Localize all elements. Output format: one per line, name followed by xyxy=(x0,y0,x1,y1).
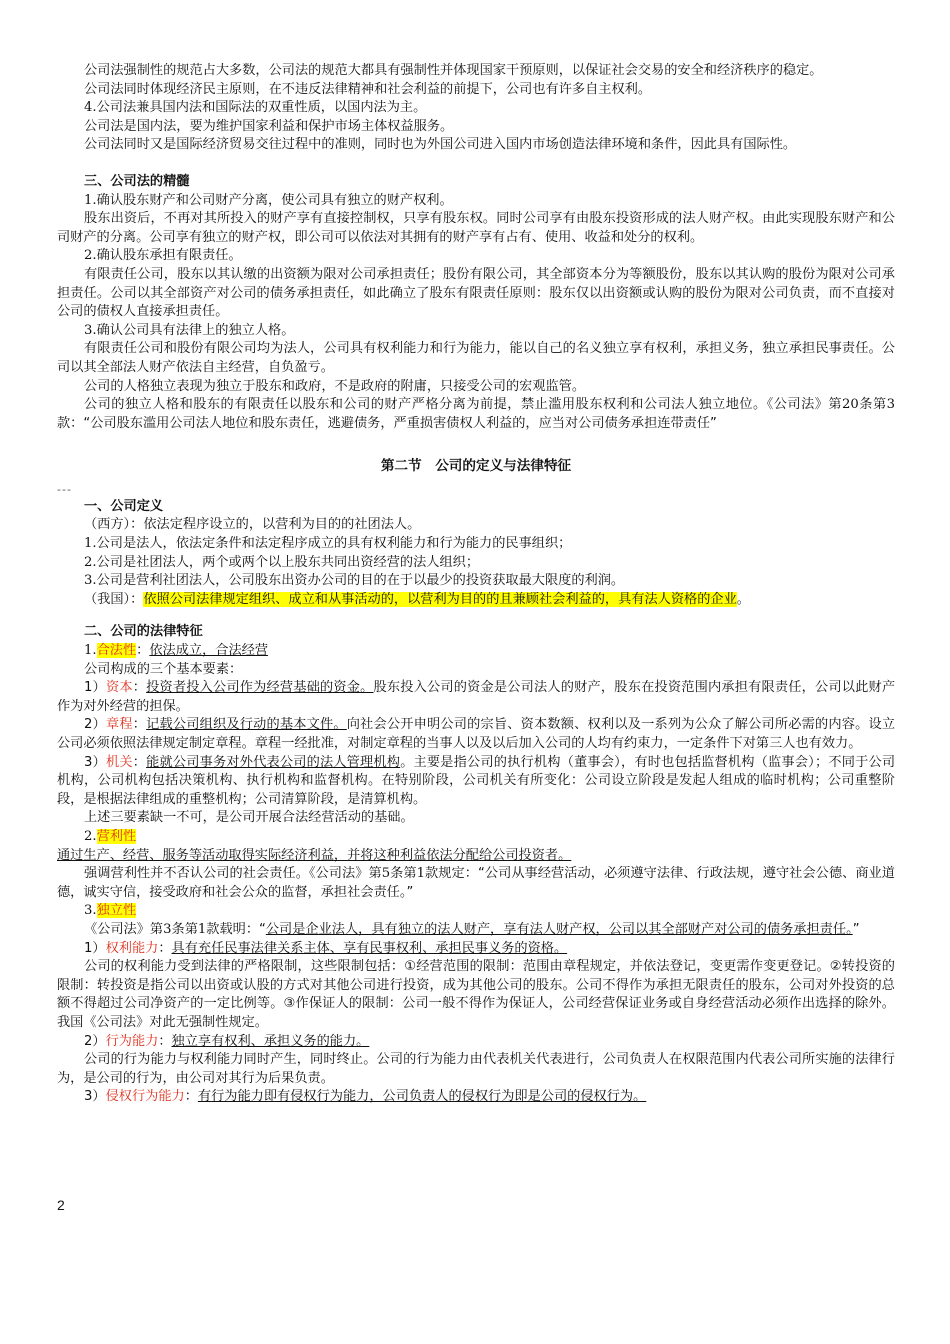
clause-number: 1 xyxy=(197,921,207,937)
paragraph xyxy=(57,81,895,100)
list-item xyxy=(57,572,895,591)
paragraph-text: 强调营利性并不否认公司的社会责任。《公司法》第 xyxy=(84,866,382,882)
item-number: 1） xyxy=(84,680,106,696)
section-heading: 三、公司法的精髓 xyxy=(84,173,190,189)
paragraph-text: 款载明：“ xyxy=(206,921,266,937)
paragraph xyxy=(57,378,895,397)
item-number: 2） xyxy=(84,1033,106,1049)
paragraph-text: 款：“公司股东滥用公司法人地位和股东责任，逃避债务，严重损害债权人利益的，应当对公司债务承担连带责任” xyxy=(57,415,717,431)
underlined-text: 能就公司事务对外代表公司的法人管理机构 xyxy=(146,754,401,770)
paragraph-text: 公司的人格独立表现为独立于股东和政府，不是政府的附庸，只接受公司的宏观监管。 xyxy=(84,378,586,394)
paragraph-text: 股东投入公司的资金是公司法人的财产，股东在投资范围内承担有限责任，公司以此财产作为对外经营的担保。 xyxy=(57,680,896,714)
paragraph xyxy=(57,99,895,118)
clause-number: 3 xyxy=(886,397,895,413)
paragraph-text: 公司法强制性的规范占大多数，公司法的规范大都具有强制性并体现国家干预原则，以保证社会交易的安全和经济秩序的稳定。 xyxy=(84,63,823,78)
list-item xyxy=(57,554,895,573)
article-number: 5 xyxy=(381,866,391,882)
paragraph-text: 公司的行为能力与权利能力同时产生，同时终止。公司的行为能力由代表机关代表进行，公司负责人在权限范围内代表公司所实施的法律行为，是公司的行为，由公司对其行为后果负责。 xyxy=(57,1052,895,1086)
paragraph xyxy=(57,865,895,902)
item-number: 2. xyxy=(84,828,97,844)
term-label: 机关 xyxy=(105,754,133,770)
paragraph xyxy=(57,809,895,828)
article-number: 20 xyxy=(842,397,859,413)
list-item: 2）章程：记载公司组织及行动的基本文件。向社会公开申明公司的宗旨、资本数额、权利以及一系列为公众了解公司所必需的内容。设立公司必须依照法律规定制定章程。章程一经批准，对制定章程的当事人以及以后加入公司的人均有约束力，一定条件下对第三人也有效力。 xyxy=(57,717,896,751)
list-item xyxy=(57,642,895,661)
item-text: 公司是营利社团法人，公司股东出资办公司的目的在于以最少的投资获取最大限度的利润。 xyxy=(96,573,625,589)
paragraph-text: 。主要是指公司的执行机构（董事会），有时也包括监督机构（监事会）；不同于公司机构，公司机构包括决策机构、执行机构和监督机构。在特别阶段，公司机关有所变化：公司设立阶段是发起人组成的临时机构；公司重整阶段，是根据法律组成的重整机构；公司清算阶段，是清算机构。 xyxy=(57,754,896,807)
item-number: 2） xyxy=(84,717,106,733)
list-item xyxy=(57,902,895,921)
paragraph xyxy=(57,118,895,137)
item-number: 3） xyxy=(84,754,106,770)
paragraph-text: 公司的权利能力受到法律的严格限制，这些限制包括：①经营范围的限制：范围由章程规定，并依法登记，变更需作变更登记。②转投资的限制：转投资是指公司以出资或认股的方式对其他公司进行投资，成为其他公司的股东。公司不得作为承担无限责任的股东，公司对外投资的总额不得超过公司净资产的一定比例等。③作保证人的限制：公司一般不得作为保证人，公司经营保证业务或自身经营活动必须作出选择的除外。我国《公司法》对此无强制性规定。 xyxy=(57,959,895,1030)
term-label: 合法性 xyxy=(96,643,137,659)
paragraph-text: 款规定：“公司从事经营活动，必须遵守法律、行政法规，遵守社会公德、商业道德，诚实守信，接受政府和社会公众的监督，承担社会责任。” xyxy=(57,866,895,900)
term-label: 侵权行为能力 xyxy=(105,1089,185,1105)
underlined-text: 公司是企业法人，具有独立的法人财产，享有法人财产权，公司以其全部财产对公司的债务承担责任。 xyxy=(265,921,853,937)
page-number: 2 xyxy=(57,1197,65,1213)
paragraph-text: 有限责任公司，股东以其认缴的出资额为限对公司承担责任；股份有限公司，其全部资本分为等额股份，股东以其认购的股份为限对公司承担责任。公司以其全部资产对公司的债务承担责任，如此确立了股东有限责任原则：股东仅以出资额或认购的股份为限对公司负责，而不直接对公司的债权人直接承担责任。 xyxy=(57,266,895,320)
term-label: 行为能力 xyxy=(105,1033,159,1049)
paragraph-text: 公司法兼具国内法和国际法的双重性质，以国内法为主。 xyxy=(96,100,427,116)
item-text: 公司是社团法人，两个或两个以上股东共同出资经营的法人组织； xyxy=(96,554,480,570)
term-label: 资本 xyxy=(105,680,133,696)
paragraph-text: 条第 xyxy=(171,921,198,937)
paragraph-text: 。 xyxy=(736,591,750,607)
item-number: 1. xyxy=(84,192,97,208)
list-item xyxy=(57,192,895,211)
paragraph xyxy=(57,591,895,610)
page-body xyxy=(57,62,895,1107)
paragraph xyxy=(57,62,895,81)
paragraph-text: 股东出资后，不再对其所投入的财产享有直接控制权，只享有股东权。同时公司享有由股东投资形成的法人财产权。由此实现股东财产和公司财产的分离。公司享有独立的财产权，即公司可以依法对其拥有的财产享有占有、使用、收益和处分的权利。 xyxy=(57,211,895,245)
item-number: 3. xyxy=(84,573,97,589)
paragraph xyxy=(57,516,895,535)
spacer xyxy=(57,155,895,173)
paragraph-text: 公司构成的三个基本要素： xyxy=(84,661,243,677)
paragraph-text: 公司的独立人格和股东的有限责任以股东和公司的财产严格分离为前提，禁止滥用股东权利和公司法人独立地位。《公司法》第 xyxy=(84,397,843,413)
item-number: 2. xyxy=(84,248,97,264)
paragraph-text: 有限责任公司和股份有限公司均为法人，公司具有权利能力和行为能力，能以自己的名义独立享有权利，承担义务，独立承担民事责任。公司以其全部法人财产依法自主经营，自负盈亏。 xyxy=(57,341,895,375)
paragraph xyxy=(57,136,895,155)
separator-dashes: --- xyxy=(57,482,72,496)
paragraph-text: ” xyxy=(852,921,860,937)
spacer xyxy=(57,433,895,447)
section-heading: 一、公司定义 xyxy=(84,498,164,514)
underlined-text: 通过生产、经营、服务等活动取得实际经济利益，并将这种利益依法分配给公司投资者。 xyxy=(57,847,572,863)
item-text: 确认公司具有法律上的独立人格。 xyxy=(96,322,295,338)
underlined-text: 具有充任民事法律关系主体、享有民事权利、承担民事义务的资格。 xyxy=(171,940,568,956)
list-item: 1）权利能力：具有充任民事法律关系主体、享有民事权利、承担民事义务的资格。 xyxy=(84,940,568,956)
item-number: 1. xyxy=(84,643,97,659)
term-label: 营利性 xyxy=(96,828,137,844)
chapter-title: 第二节 公司的定义与法律特征 xyxy=(380,458,572,475)
item-number: 4. xyxy=(84,100,97,116)
clause-number: 1 xyxy=(416,866,426,882)
underlined-text: 记载公司组织及行动的基本文件。 xyxy=(146,717,347,733)
highlighted-definition: 依照公司法律规定组织、成立和从事活动的，以营利为目的的且兼顾社会利益的，具有法人资格的企业 xyxy=(143,591,737,607)
term-label: 章程 xyxy=(105,717,133,733)
underlined-text: 依法成立，合法经营 xyxy=(149,643,269,659)
list-item: 1）资本：投资者投入公司作为经营基础的资金。股东投入公司的资金是公司法人的财产，股东在投资范围内承担有限责任，公司以此财产作为对外经营的担保。 xyxy=(57,680,896,714)
item-text: 确认股东承担有限责任。 xyxy=(96,248,242,264)
paragraph xyxy=(57,396,895,433)
list-item: 3）机关：能就公司事务对外代表公司的法人管理机构。主要是指公司的执行机构（董事会），有时也包括监督机构（监事会）；不同于公司机构，公司机构包括决策机构、执行机构和监督机构。在特别阶段，公司机关有所变化：公司设立阶段是发起人组成的临时机构；公司重整阶段，是根据法律组成的重整机构；公司清算阶段，是清算机构。 xyxy=(57,754,896,807)
item-number: 1） xyxy=(84,940,106,956)
list-item xyxy=(57,247,895,266)
paragraph xyxy=(57,847,895,866)
paragraph-text: 向社会公开申明公司的宗旨、资本数额、权利以及一系列为公众了解公司所必需的内容。设立公司必须依照法律规定制定章程。章程一经批准，对制定章程的当事人以及以后加入公司的人均有约束力，一定条件下对第三人也有效力。 xyxy=(57,717,896,751)
paragraph-text: 上述三要素缺一不可，是公司开展合法经营活动的基础。 xyxy=(84,810,414,826)
list-item: 3）侵权行为能力：有行为能力即有侵权行为能力，公司负责人的侵权行为即是公司的侵权行为。 xyxy=(84,1089,647,1105)
item-text: 公司是法人，依法定条件和法定程序成立的具有权利能力和行为能力的民事组织； xyxy=(96,536,572,552)
item-number: 1. xyxy=(84,536,97,552)
colon: ： xyxy=(136,643,150,659)
article-number: 3 xyxy=(163,921,172,937)
list-item xyxy=(57,322,895,341)
item-number: 3. xyxy=(84,903,97,919)
paragraph-text: 条第 xyxy=(390,866,417,882)
paragraph-text: 《公司法》第 xyxy=(84,921,164,937)
item-number: 2. xyxy=(84,554,97,570)
item-text: 确认股东财产和公司财产分离，使公司具有独立的财产权利。 xyxy=(96,192,453,208)
paragraph-text: （西方）：依法定程序设立的，以营利为目的的社团法人。 xyxy=(84,517,421,533)
underlined-text: 投资者投入公司作为经营基础的资金。 xyxy=(146,680,374,696)
paragraph xyxy=(57,340,895,377)
spacer xyxy=(57,609,895,623)
list-item xyxy=(57,828,895,847)
section-heading: 二、公司的法律特征 xyxy=(84,624,203,640)
underlined-text: 独立享有权利、承担义务的能力。 xyxy=(171,1033,370,1049)
paragraph-text: 条第 xyxy=(858,397,887,413)
term-label: 权利能力 xyxy=(105,940,159,956)
underlined-text: 有行为能力即有侵权行为能力，公司负责人的侵权行为即是公司的侵权行为。 xyxy=(197,1089,647,1105)
paragraph-text: 公司法同时体现经济民主原则，在不违反法律精神和社会利益的前提下，公司也有许多自主权利。 xyxy=(84,81,652,97)
paragraph-text: 公司法是国内法，要为维护国家利益和保护市场主体权益服务。 xyxy=(84,118,454,134)
term-label: 独立性 xyxy=(96,903,137,919)
paragraph xyxy=(57,958,895,1032)
paragraph-text: 公司法同时又是国际经济贸易交往过程中的准则，同时也为外国公司进入国内市场创造法律环境和条件，因此具有国际性。 xyxy=(84,137,797,153)
item-number: 3. xyxy=(84,322,97,338)
paragraph xyxy=(57,1051,895,1088)
paragraph xyxy=(57,661,895,680)
list-item: 2）行为能力：独立享有权利、承担义务的能力。 xyxy=(84,1033,370,1049)
paragraph xyxy=(57,210,895,247)
paragraph xyxy=(57,921,895,940)
paragraph-text: （我国）： xyxy=(84,591,144,607)
item-number: 3） xyxy=(84,1089,106,1105)
paragraph xyxy=(57,266,895,322)
list-item xyxy=(57,535,895,554)
